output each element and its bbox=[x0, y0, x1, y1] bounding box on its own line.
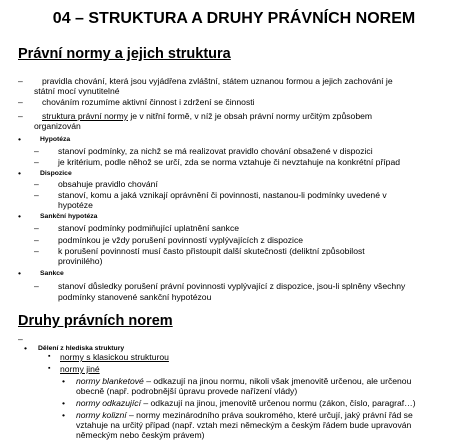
list-item: stanoví podmínky podmiňující uplatnění sankce bbox=[58, 223, 240, 233]
square-marker: ▪ bbox=[48, 353, 51, 360]
definition-text: je v nitřní formě, v níž je obsah právní normy určitým způsobem bbox=[127, 111, 373, 121]
bullet-marker: • bbox=[62, 398, 66, 408]
definition-line bbox=[42, 111, 372, 121]
definition-line: pravidla chování, která jsou vyjádřena zvláštní, státem uznanou formou a jejich zachování je bbox=[42, 76, 393, 86]
dash-marker: – bbox=[18, 334, 23, 344]
label-hypoteza: Hypotéza bbox=[40, 136, 71, 143]
dash-marker: – bbox=[34, 179, 39, 189]
list-item: stanoví podmínky, za nichž se má realizovat pravidlo chování obsažené v dispozici bbox=[58, 146, 373, 156]
term-text: – odkazují na jinou normu, nikoli však jmenovitě určenou, ale určenou bbox=[143, 376, 412, 386]
dash-marker: – bbox=[34, 235, 39, 245]
dash-marker: – bbox=[18, 97, 23, 107]
term-text: – normy mezinárodního práva soukromého, které určují, jaký právní řád se bbox=[126, 410, 413, 420]
term-kolizni: normy kolizní bbox=[76, 410, 127, 420]
dash-marker: – bbox=[18, 76, 23, 86]
list-item: obsahuje pravidlo chování bbox=[58, 179, 158, 189]
dash-marker: – bbox=[34, 281, 39, 291]
list-item: podmínky stanovené sankční hypotézou bbox=[58, 292, 212, 302]
list-item: stanoví důsledky porušení právní povinnosti vyplývající z dispozice, jsou-li splněny všechny bbox=[58, 281, 406, 291]
dash-marker: – bbox=[34, 223, 39, 233]
label-sankcni-hypoteza: Sankční hypotéza bbox=[40, 213, 98, 220]
section-heading-types: Druhy právních norem bbox=[18, 313, 173, 329]
term-struktura: struktura právní normy bbox=[42, 111, 128, 121]
term-text: – odkazují na jinou, jmenovitě určenou normu (zákon, číslo, paragraf…) bbox=[140, 398, 416, 408]
bullet-marker: • bbox=[62, 376, 66, 386]
definition-line: státní mocí vynutitelné bbox=[34, 86, 120, 96]
bullet-marker: • bbox=[18, 211, 22, 221]
list-item: hypotéze bbox=[58, 200, 93, 210]
bullet-marker: • bbox=[62, 410, 66, 420]
list-item: normy s klasickou strukturou bbox=[60, 352, 169, 362]
dash-marker: – bbox=[34, 190, 39, 200]
list-item: německým nebo českým právem) bbox=[76, 430, 205, 440]
list-item: podmínkou je vždy porušení povinností vyplývajících z dispozice bbox=[58, 235, 304, 245]
bullet-marker: • bbox=[18, 134, 22, 144]
bullet-marker: • bbox=[18, 168, 22, 178]
bullet-marker: • bbox=[24, 343, 28, 353]
term-odkazujici: normy odkazující bbox=[76, 398, 141, 408]
list-item: normy jiné bbox=[60, 364, 100, 374]
dash-marker: – bbox=[18, 111, 23, 121]
term-blanketove: normy blanketové bbox=[76, 376, 144, 386]
list-item: vztahuje na určitý případ (např. vztah mezi německým a českým řádem bude upravován bbox=[76, 420, 412, 430]
list-item bbox=[76, 398, 416, 408]
list-item: k porušení povinností musí často přistoupit další skutečnosti (deliktní způsobilost bbox=[58, 246, 365, 256]
dash-marker: – bbox=[34, 157, 39, 167]
label-dispozice: Dispozice bbox=[40, 170, 72, 177]
section-heading-structure: Právní normy a jejich struktura bbox=[18, 46, 231, 62]
definition-line: chováním rozumíme aktivní činnost i zdržení se činnosti bbox=[42, 97, 255, 107]
list-item: provinilého) bbox=[58, 256, 103, 266]
label-deleni: Dělení z hlediska struktury bbox=[38, 345, 125, 352]
bullet-marker: • bbox=[18, 268, 22, 278]
dash-marker: – bbox=[34, 146, 39, 156]
square-marker: ▪ bbox=[48, 365, 51, 372]
list-item: je kritérium, podle něhož se určí, zda se norma vztahuje či nevztahuje na konkrétní případ bbox=[58, 157, 401, 167]
page-title: 04 – STRUKTURA A DRUHY PRÁVNÍCH NOREM bbox=[52, 10, 416, 27]
definition-line: organizován bbox=[34, 121, 81, 131]
list-item: stanoví, komu a jaká vznikají oprávnění či povinnosti, nastanou-li podmínky uvedené v bbox=[58, 190, 387, 200]
list-item bbox=[76, 410, 413, 420]
dash-marker: – bbox=[34, 246, 39, 256]
list-item bbox=[76, 376, 411, 386]
list-item: obecně (např. podrobnější úpravu provede nařízení vlády) bbox=[76, 386, 298, 396]
label-sankce: Sankce bbox=[40, 270, 64, 277]
